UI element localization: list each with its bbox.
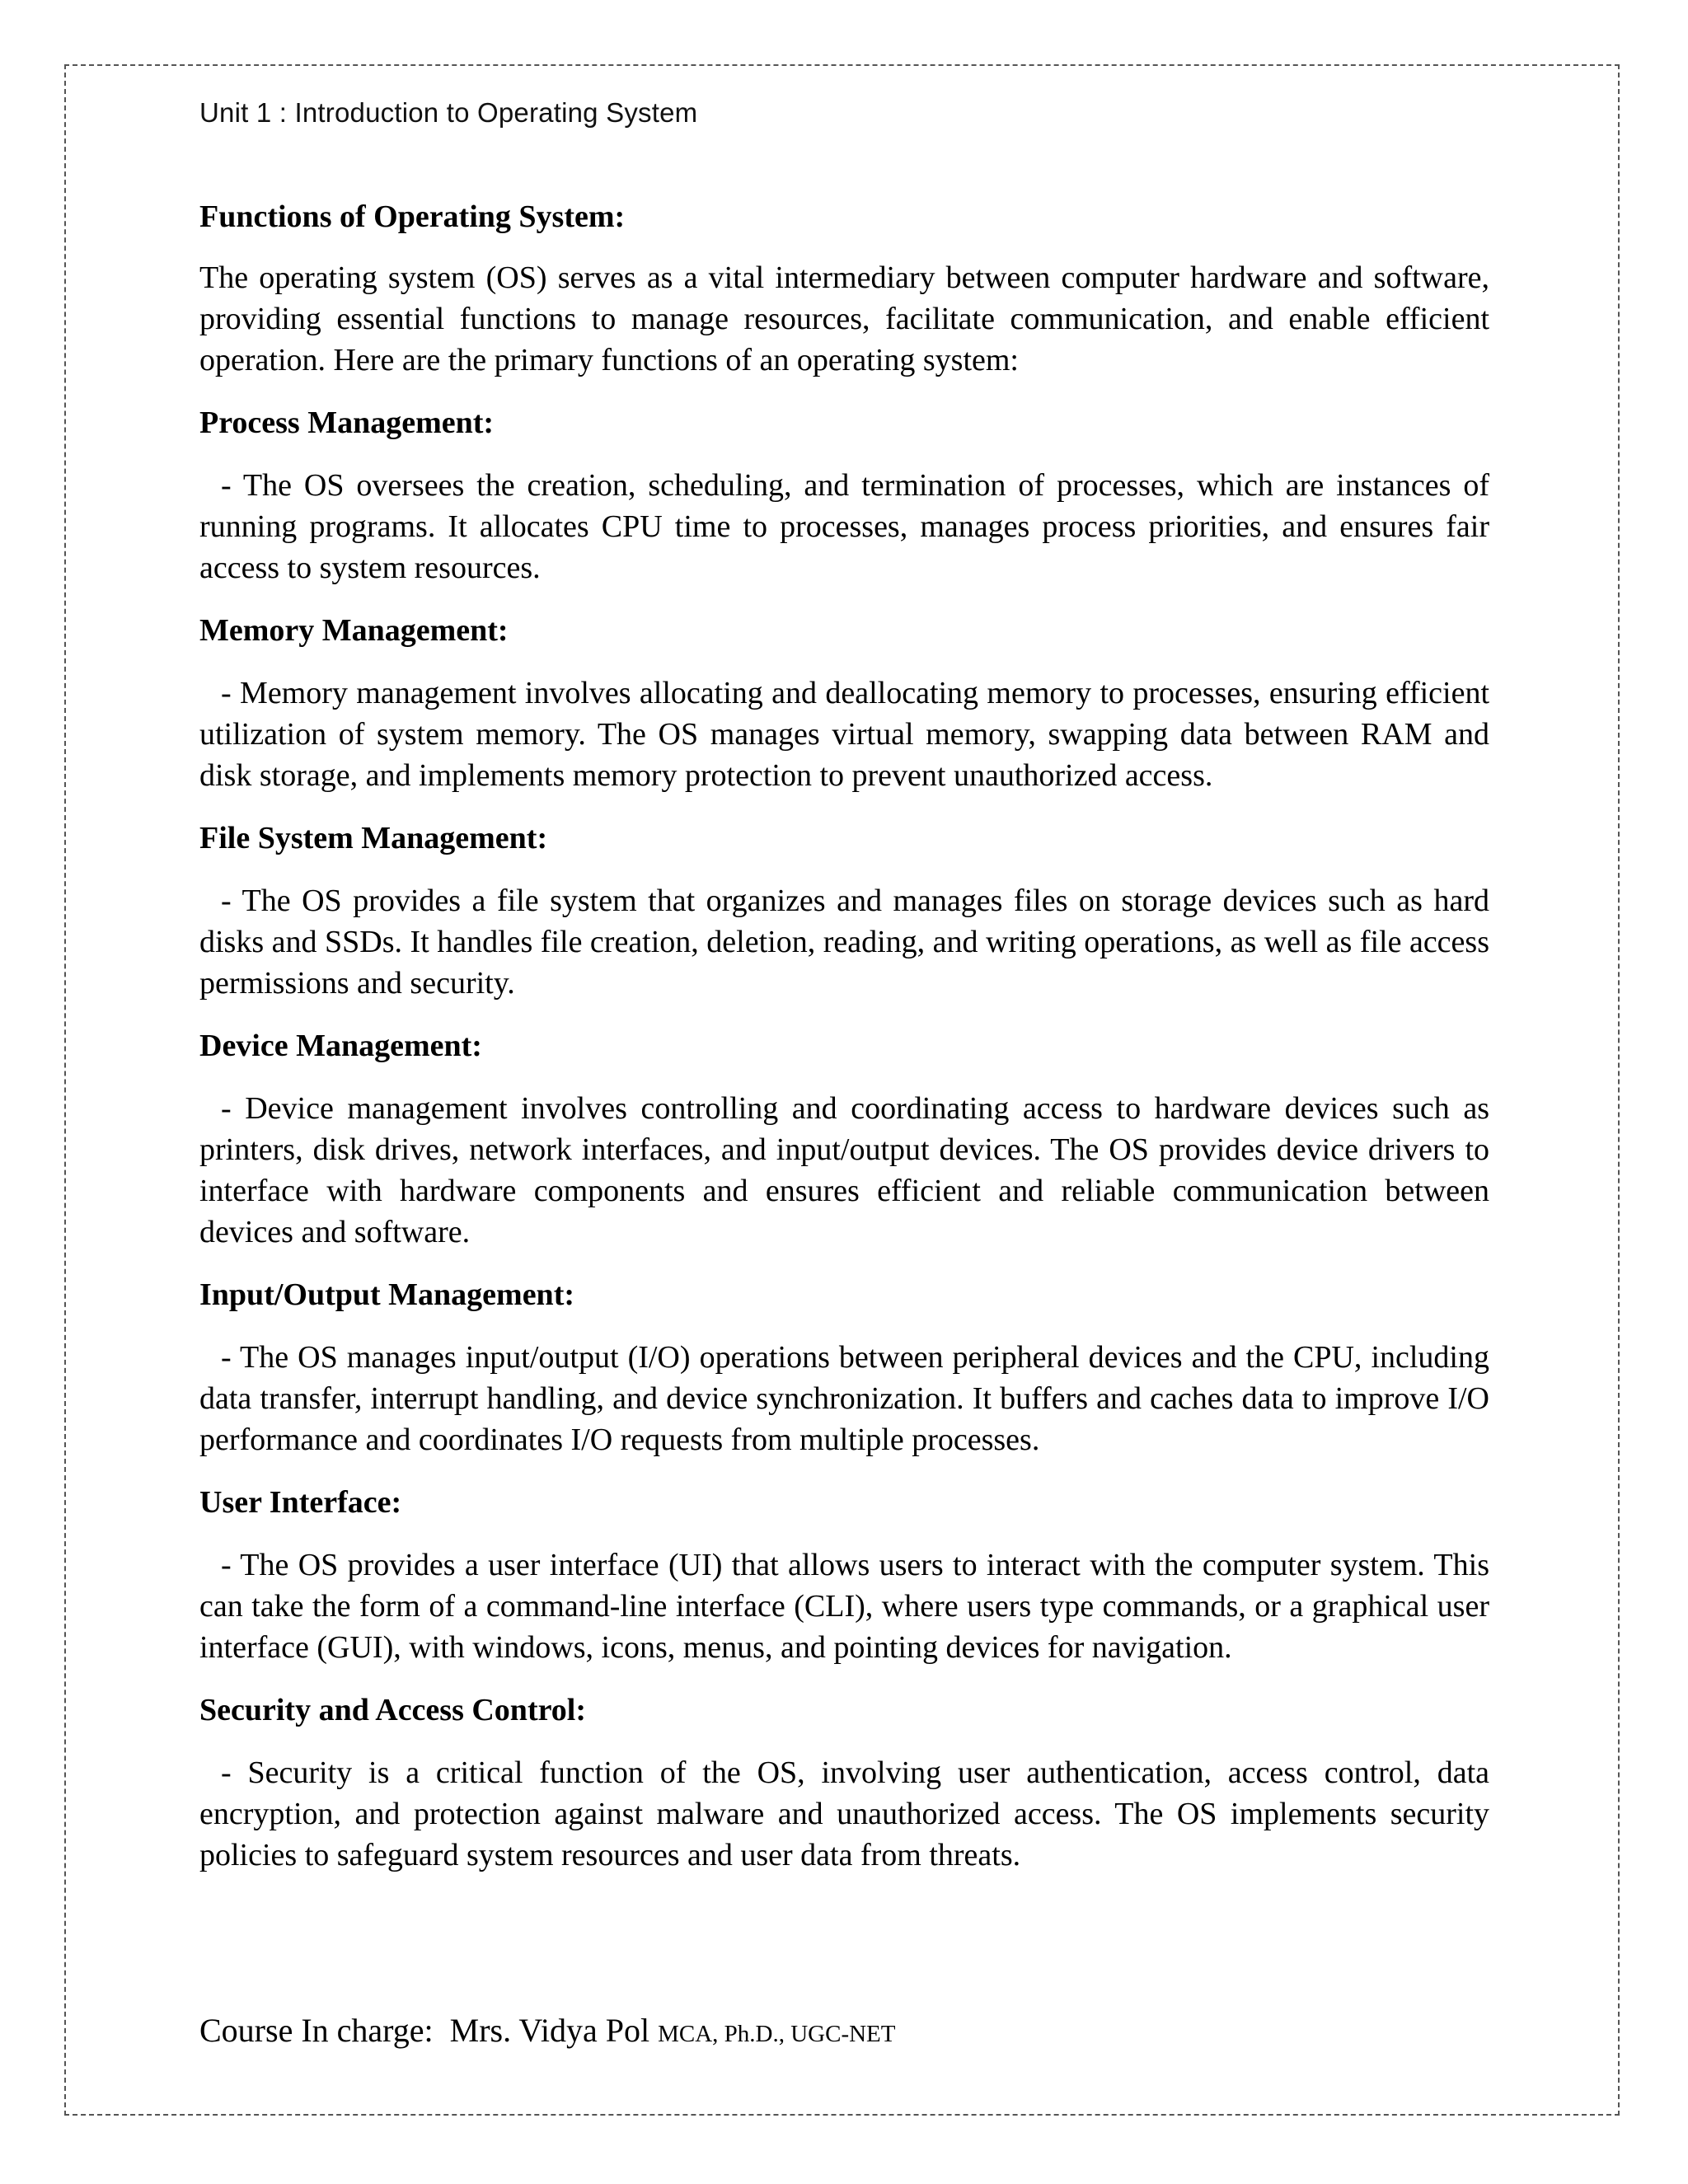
section-process-management	[199, 402, 1489, 588]
section-heading: Device Management:	[199, 1029, 482, 1063]
footer-qualifications: MCA, Ph.D., UGC-NET	[658, 2021, 896, 2047]
section-body: - The OS provides a file system that organizes and manages files on storage devices such as hard disks and SSDs. It handles file creation, deletion, reading, and writing operations, as well as file access permissions and security.	[199, 883, 1489, 1001]
page-header: Unit 1 : Introduction to Operating System	[199, 97, 698, 128]
footer-name: Mrs. Vidya Pol	[449, 2012, 650, 2049]
section-body: - The OS provides a user interface (UI) that allows users to interact with the computer system. This can take the form of a command-line interface (CLI), where users type commands, or a graphical user interface (GUI), with windows, icons, menus, and pointing devices for navigation.	[199, 1548, 1489, 1665]
section-heading: Memory Management:	[199, 613, 509, 648]
section-io-management	[199, 1274, 1489, 1460]
main-heading: Functions of Operating System:	[199, 199, 626, 234]
section-heading: File System Management:	[199, 821, 548, 855]
section-heading: Process Management:	[199, 405, 495, 440]
footer-label: Course In charge:	[199, 2012, 434, 2049]
document-body	[199, 196, 1489, 1897]
page-footer	[199, 2011, 895, 2050]
section-body: - The OS manages input/output (I/O) operations between peripheral devices and the CPU, including data transfer, interrupt handling, and device synchronization. It buffers and caches data to improve I/O performance and coordinates I/O requests from multiple processes.	[199, 1340, 1489, 1457]
section-body: - Memory management involves allocating and deallocating memory to processes, ensuring efficient utilization of system memory. The OS manages virtual memory, swapping data between RAM and disk storage, and implements memory protection to prevent unauthorized access.	[199, 676, 1489, 793]
section-security-access-control	[199, 1690, 1489, 1876]
intro-paragraph: The operating system (OS) serves as a vital intermediary between computer hardware and software, providing essential functions to manage resources, facilitate communication, and enable efficient operation. Here are the primary functions of an operating system:	[199, 260, 1489, 377]
section-body: - Security is a critical function of the OS, involving user authentication, access control, data encryption, and protection against malware and unauthorized access. The OS implements security policies to safeguard system resources and user data from threats.	[199, 1755, 1489, 1872]
section-user-interface	[199, 1482, 1489, 1668]
section-memory-management	[199, 610, 1489, 796]
section-body: - Device management involves controlling and coordinating access to hardware devices such as printers, disk drives, network interfaces, and input/output devices. The OS provides device drivers to interface with hardware components and ensures efficient and reliable communication between devices and software.	[199, 1091, 1489, 1249]
section-body: - The OS oversees the creation, scheduling, and termination of processes, which are instances of running programs. It allocates CPU time to processes, manages process priorities, and ensures fair access to system resources.	[199, 468, 1489, 585]
section-heading: User Interface:	[199, 1485, 402, 1520]
section-heading: Input/Output Management:	[199, 1277, 574, 1312]
section-file-system-management	[199, 818, 1489, 1004]
section-device-management	[199, 1025, 1489, 1253]
section-heading: Security and Access Control:	[199, 1693, 586, 1727]
